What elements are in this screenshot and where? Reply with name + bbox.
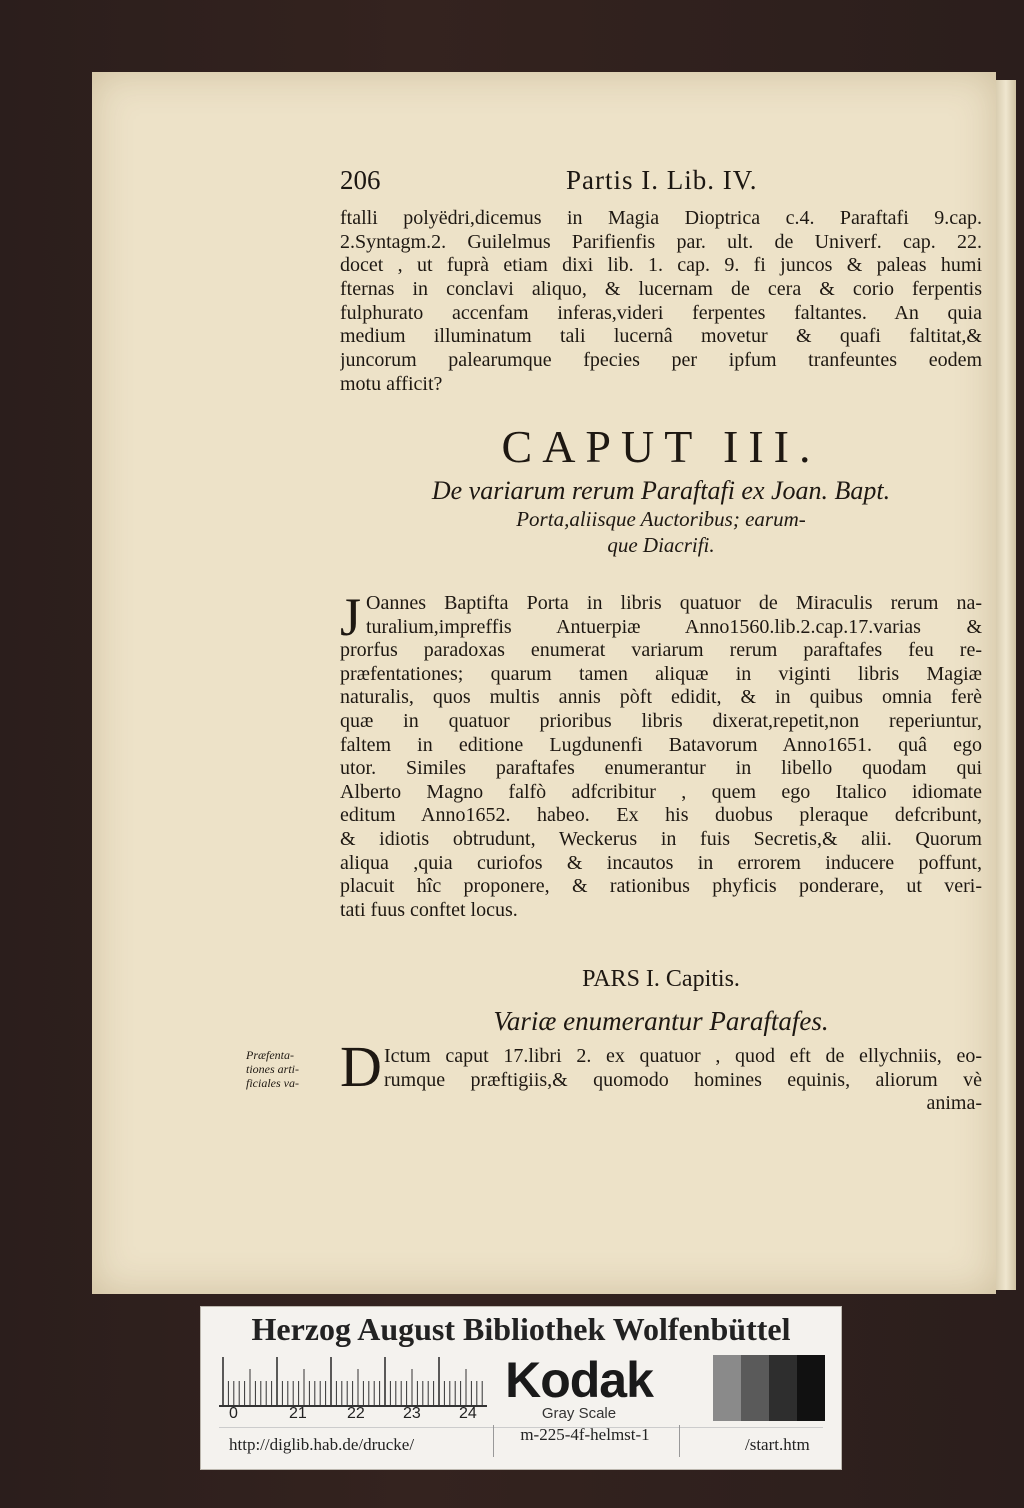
- running-head-title: Partis I. Lib. IV.: [566, 165, 758, 195]
- section-title: PARS I. Capitis.: [582, 966, 740, 992]
- subtitle-line-1: De variarum rerum Paraftafi ex Joan. Bapt.: [431, 476, 891, 505]
- margin-note: [246, 1048, 342, 1090]
- text-line: naturalis, quos multis annis pòft edidit, & in quibus omnia ferè: [340, 686, 982, 709]
- paragraph-1: [340, 207, 982, 397]
- text-line: prorfus paradoxas enumerat variarum rerum paraftafes feu re-: [340, 639, 982, 662]
- measurement-ruler: [219, 1355, 487, 1407]
- text-line: Oannes Baptifta Porta in libris quatuor de Miraculis rerum na-: [366, 592, 982, 614]
- ruler-numbers: [219, 1405, 487, 1425]
- kodak-logo: Kodak: [505, 1352, 653, 1408]
- text-line: faltem in editione Lugdunenfi Batavorum Anno1651. quâ ego: [340, 733, 982, 756]
- document-identifier: m-225-4f-helmst-1: [520, 1425, 650, 1444]
- paragraph-3: [384, 1044, 982, 1092]
- subtitle-line-2: Porta,aliisque Auctoribus; earum-: [516, 507, 806, 531]
- text-line: motu afficit?: [340, 372, 443, 395]
- page-edge: [996, 80, 1016, 1290]
- card-divider: [493, 1425, 494, 1457]
- catchword: anima-: [926, 1092, 982, 1114]
- text-line: ftalli polyëdri,dicemus in Magia Dioptrica c.4. Paraftafi 9.cap.: [340, 207, 982, 229]
- text-line: tati fuus conftet locus.: [340, 898, 518, 921]
- text-line: quæ in quatuor prioribus libris dixerat,repetit,non reperiuntur,: [340, 709, 982, 732]
- subtitle-line-3: que Diacrifi.: [607, 533, 715, 557]
- gray-swatch: [741, 1355, 769, 1421]
- drop-cap-d: D: [340, 1034, 382, 1099]
- text-line: Ictum caput 17.libri 2. ex quatuor , quod eft de ellychniis, eo-: [384, 1045, 982, 1067]
- library-url: http://diglib.hab.de/drucke/: [229, 1435, 415, 1454]
- text-line: fternas in conclavi aliquo, & lucernam de cera & corio ferpentis: [340, 278, 982, 301]
- section-subtitle: Variæ enumerantur Paraftafes.: [493, 1006, 829, 1036]
- library-name: Herzog August Bibliothek Wolfenbüttel: [251, 1311, 791, 1347]
- running-header: [340, 165, 980, 201]
- library-color-card: [200, 1306, 842, 1470]
- text-line: utor. Similes paraftafes enumerantur in libello quodam qui: [340, 757, 982, 780]
- margin-note-line: ficiales va-: [246, 1076, 299, 1090]
- text-line: editum Anno1652. habeo. Ex his duobus pleraque defcribunt,: [340, 804, 982, 827]
- text-line: aliqua ,quia curiofos & incautos in errorem inducere poffunt,: [340, 851, 982, 874]
- paragraph-2: [340, 587, 982, 922]
- text-line: medium illuminatum tali lucernâ movetur & quafi faltitat,&: [340, 325, 982, 348]
- gray-scale-label: Gray Scale: [541, 1405, 617, 1422]
- margin-note-line: Præfenta-: [246, 1048, 294, 1062]
- text-line: fulphurato accenfam inferas,videri ferpentes faltantes. An quia: [340, 301, 982, 324]
- text-line: docet , ut fuprà etiam dixi lib. 1. cap. 9. fi juncos & paleas humi: [340, 254, 982, 277]
- ruler-number: 22: [347, 1405, 365, 1422]
- card-divider: [679, 1425, 680, 1457]
- text-line: præfentationes; quarum tamen aliquæ in viginti libris Magiæ: [340, 662, 982, 685]
- page-number: 206: [340, 165, 381, 195]
- text-line: placuit hîc proponere, & rationibus phyficis ponderare, ut veri-: [340, 875, 982, 898]
- text-line: rumque præftigiis,& quomodo homines equinis, aliorum vè: [384, 1069, 982, 1091]
- ruler-number: 24: [459, 1405, 477, 1422]
- gray-swatch: [769, 1355, 797, 1421]
- text-line: turalium,impreffis Antuerpiæ Anno1560.lib.2.cap.17.varias &: [366, 615, 982, 638]
- text-line: & idiotis obtrudunt, Weckerus in fuis Secretis,& alii. Quorum: [340, 827, 982, 850]
- ruler-number: 23: [403, 1405, 421, 1422]
- gray-swatch: [797, 1355, 825, 1421]
- text-line: 2.Syntagm.2. Guilelmus Parifienfis par. ult. de Univerf. cap. 22.: [340, 230, 982, 253]
- ruler-number: 0: [229, 1405, 238, 1422]
- chapter-heading: CAPUT III.: [501, 421, 821, 472]
- text-line: Alberto Magno falfò adfcribitur , quem ego Italico idiomate: [340, 780, 982, 803]
- chapter-subtitle: [340, 476, 982, 558]
- ruler-ticks: [219, 1355, 487, 1405]
- text-line: juncorum palearumque fpecies per ipfum tranfeuntes eodem: [340, 349, 982, 372]
- start-page-link: /start.htm: [745, 1435, 810, 1454]
- gray-swatches: [713, 1355, 825, 1421]
- drop-cap-j: J: [340, 587, 362, 647]
- gray-swatch: [713, 1355, 741, 1421]
- margin-note-line: tiones arti-: [246, 1062, 299, 1076]
- ruler-number: 21: [289, 1405, 307, 1422]
